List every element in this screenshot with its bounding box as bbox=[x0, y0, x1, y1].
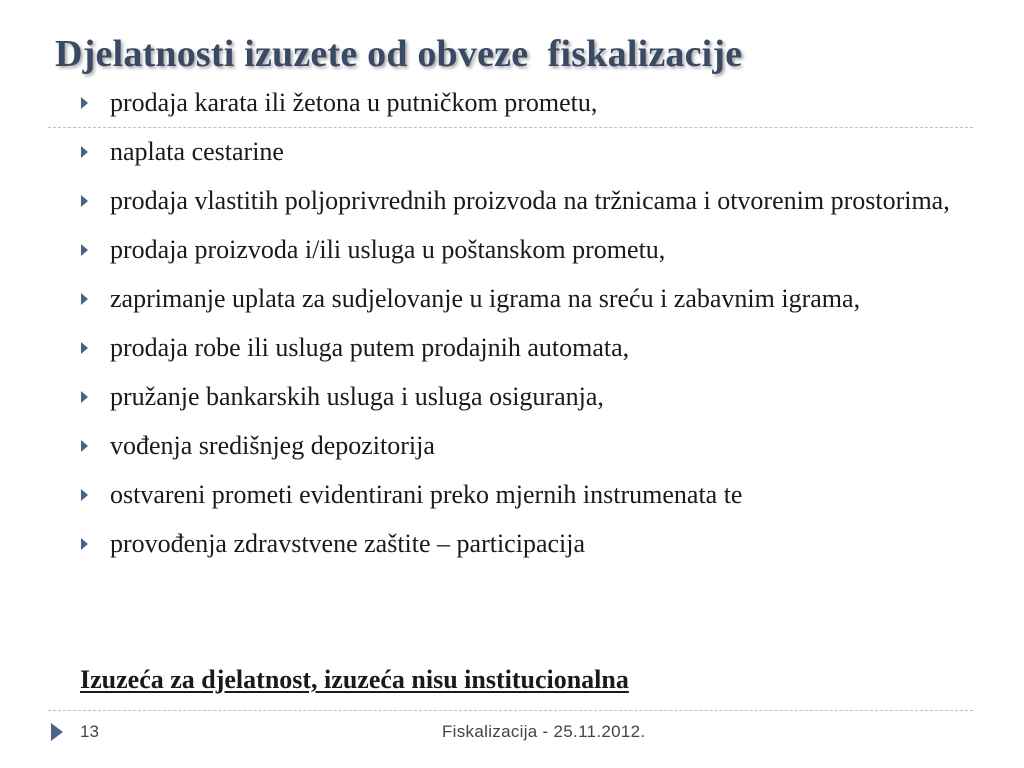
list-item bbox=[80, 233, 980, 267]
list-item bbox=[80, 331, 980, 365]
list-item bbox=[80, 429, 980, 463]
list-item bbox=[80, 282, 980, 316]
triangle-right-icon bbox=[81, 391, 88, 403]
bullet-list bbox=[80, 86, 980, 576]
triangle-right-icon bbox=[81, 195, 88, 207]
bullet-text: ostvareni prometi evidentirani preko mjernih instrumenata te bbox=[110, 480, 743, 509]
bullet-text: vođenja središnjeg depozitorija bbox=[110, 431, 435, 460]
list-item bbox=[80, 478, 980, 512]
bullet-text: prodaja proizvoda i/ili usluga u poštanskom prometu, bbox=[110, 235, 666, 264]
slide-title: Djelatnosti izuzete od obveze fiskalizacije bbox=[55, 33, 743, 75]
triangle-right-icon bbox=[81, 293, 88, 305]
triangle-right-icon bbox=[81, 489, 88, 501]
bullet-text: prodaja robe ili usluga putem prodajnih automata, bbox=[110, 333, 630, 362]
list-item bbox=[80, 527, 980, 561]
bullet-text: provođenja zdravstvene zaštite – participacija bbox=[110, 529, 586, 558]
triangle-right-icon bbox=[51, 723, 63, 741]
triangle-right-icon bbox=[81, 244, 88, 256]
triangle-right-icon bbox=[81, 97, 88, 109]
bullet-text: prodaja karata ili žetona u putničkom prometu, bbox=[110, 88, 598, 117]
list-item bbox=[80, 380, 980, 414]
list-item bbox=[80, 135, 980, 169]
footer-divider bbox=[48, 710, 973, 711]
list-item bbox=[80, 86, 980, 120]
triangle-right-icon bbox=[81, 146, 88, 158]
triangle-right-icon bbox=[81, 342, 88, 354]
bullet-text: prodaja vlastitih poljoprivrednih proizvoda na tržnicama i otvorenim prostorima, bbox=[110, 186, 950, 215]
bullet-text: naplata cestarine bbox=[110, 137, 284, 166]
emphasis-note: Izuzeća za djelatnost, izuzeća nisu institucionalna bbox=[80, 665, 629, 694]
list-item bbox=[80, 184, 980, 218]
page-number: 13 bbox=[80, 722, 99, 741]
bullet-text: zaprimanje uplata za sudjelovanje u igrama na sreću i zabavnim igrama, bbox=[110, 284, 861, 313]
bullet-text: pružanje bankarskih usluga i usluga osiguranja, bbox=[110, 382, 604, 411]
footer-text: Fiskalizacija - 25.11.2012. bbox=[442, 722, 646, 741]
triangle-right-icon bbox=[81, 440, 88, 452]
triangle-right-icon bbox=[81, 538, 88, 550]
